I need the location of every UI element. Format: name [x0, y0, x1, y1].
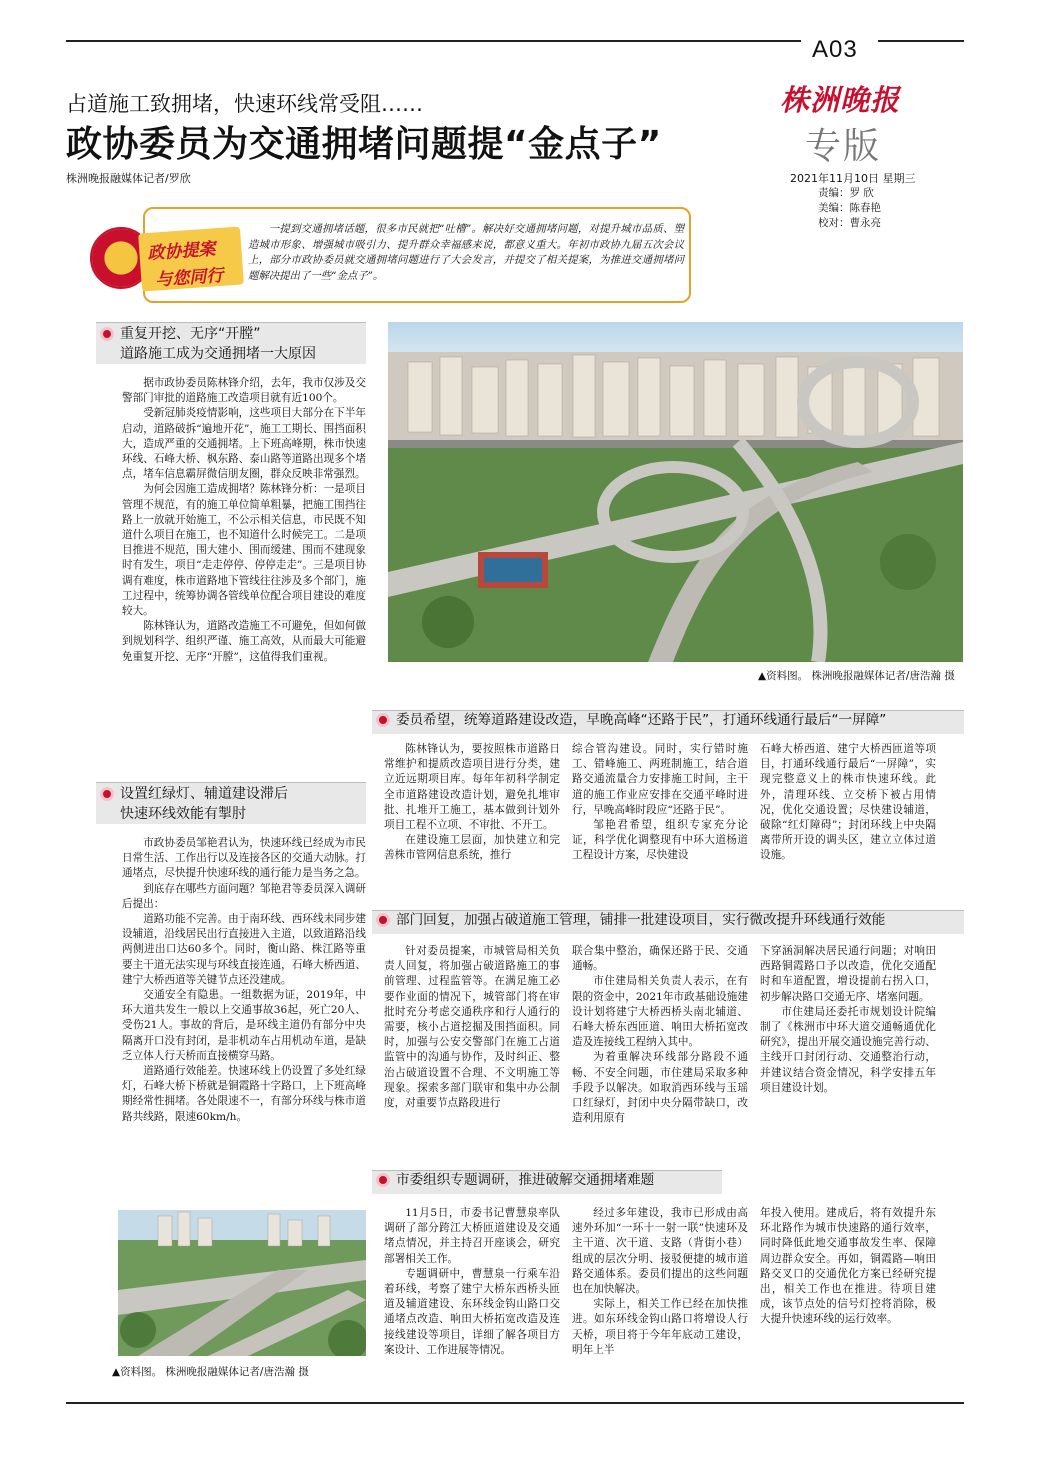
section5-paragraph: 实际上，相关工作已经在加快推进。如东环线金钩山路口将增设人行天桥，项目将于今年年底动工建设，明年上半 — [572, 1298, 748, 1356]
section1-heading — [100, 324, 316, 364]
brand-logo: 株洲晚报 — [780, 83, 901, 117]
section5-paragraph: 经过多年建设，我市已形成由高速外环加“一环十一射一联”快速环及主干道、次干道、支路（背街小巷）组成的层次分明、接驳便捷的城市道路交通体系。委员们提出的这些问题也在加快解决。 — [572, 1207, 748, 1296]
section3-col2 — [572, 742, 748, 864]
proofreader-credit: 校对：曹永亮 — [818, 217, 881, 229]
section1-paragraph: 据市政协委员陈林锋介绍，去年，我市仅涉及交警部门审批的道路施工改造项目就有近100个。 — [122, 377, 366, 405]
section4-bullet-icon — [376, 913, 390, 927]
section3-heading — [376, 710, 886, 730]
section4-paragraph: 为着重解决环线部分路段不通畅、不安全问题，市住建局采取多种手段予以解决。如取消西环线与玉瑶口红绿灯，封闭中央分隔带缺口，改造利用原有 — [572, 1051, 748, 1125]
issue-date: 2021年11月10日 星期三 — [790, 172, 916, 185]
top-rule-left — [66, 40, 801, 42]
byline: 株洲晚报融媒体记者/罗欣 — [66, 172, 191, 185]
section4-col3 — [760, 944, 936, 1096]
section2-body — [122, 836, 366, 1125]
section2-paragraph: 道路通行效能差。快速环线上仍设置了多处红绿灯，石峰大桥下桥就是铜霞路十字路口，上下班高峰期经常性拥堵。各处限速不一，有部分环线与株市道路共线路，限速60km/h。 — [122, 1065, 366, 1123]
section-label: 专版 — [805, 126, 882, 167]
section5-heading — [376, 1170, 654, 1190]
section1-paragraph: 受新冠肺炎疫情影响，这些项目大部分在下半年启动，道路破拆“遍地开花”，施工工期长、围挡面积大，造成严重的交通拥堵。上下班高峰期，株市快速环线、石峰大桥、枫东路、泰山路等道路出现多个堵点，堵车信息霸屏微信朋友圈，群众反映非常强烈。 — [122, 407, 366, 481]
section3-paragraph: 在建设施工层面，加快建立和完善株市管网信息系统，推行 — [384, 834, 560, 862]
section4-paragraph: 针对委员提案，市城管局相关负责人回复，将加强占破道路施工的事前管理、过程监管等。在满足施工必要作业面的情况下，城管部门将在审批时充分考虑交通秩序和行人通行的需要，核小占道挖掘及围挡面积。同时，加强与公安交警部门在施工占道监管中的沟通与协作，及时纠正、整治占破道设置不合理、不文明施工等现象。探索多部门联审和集中办公制度，对重要节点路段进行 — [384, 945, 560, 1110]
page-number: A03 — [812, 36, 858, 63]
section5-bullet-icon — [376, 1173, 390, 1187]
photo2-caption: ▲资料图。 株洲晚报融媒体记者/唐浩瀚 摄 — [112, 1366, 309, 1378]
interchange-photo-art — [388, 322, 963, 662]
section2-paragraph: 交通安全有隐患。一组数据为证，2019年，中环大道共发生一般以上交通事故36起，死亡20人、受伤21人。事故的背后，是环线主道仍有部分中央隔离开口没有封闭，是非机动车占用机动车道，是缺乏立体人行天桥而直接横穿马路。 — [122, 989, 366, 1062]
intro-badge — [138, 227, 244, 292]
section5-paragraph: 11月5日，市委书记曹慧泉率队调研了部分跨江大桥匝道建设及交通堵点情况，并主持召开座谈会，研究部署相关工作。 — [384, 1207, 560, 1265]
section2-title-line1: 设置红绿灯、辅道建设滞后 — [120, 786, 288, 802]
badge-line-2: 与您同行 — [154, 265, 224, 291]
section4-paragraph: 联合集中整治，确保还路于民、交通通畅。 — [572, 945, 748, 973]
section2-paragraph: 市政协委员邹艳君认为，快速环线已经成为市民日常生活、工作出行以及连接各区的交通大动脉。打通堵点，尽快提升快速环线的通行能力是当务之急。 — [122, 837, 366, 880]
section1-paragraph: 陈林锋认为，道路改造施工不可避免，但如何做到规划科学、组织严谨、施工高效，从而最大可能避免重复开挖、无序“开膛”，这值得我们重视。 — [122, 620, 366, 663]
section2-bullet-icon — [100, 787, 114, 801]
section4-heading — [376, 910, 885, 930]
section5-paragraph: 专题调研中，曹慧泉一行乘车沿着环线，考察了建宁大桥东西桥头匝道及辅道建设、东环线金钩山路口交通堵点改造、响田大桥拓宽改造及连接线建设等项目，详细了解各项目方案设计、工作进展等情况。 — [384, 1267, 560, 1356]
section5-col1 — [384, 1206, 560, 1358]
section1-body — [122, 376, 366, 665]
section2-paragraph: 道路功能不完善。由于南环线、西环线未同步建设辅道，沿线居民出行直接进入主道，以致道路沿线两侧进出口达60多个。同时，衡山路、株江路等重要主干道无法实现与环线直接连通，石峰大桥西道、建宁大桥西道等关键节点还没建成。 — [122, 913, 366, 986]
designer-credit: 美编：陈春艳 — [818, 202, 881, 214]
section3-paragraph: 石峰大桥西道、建宁大桥西匝道等项目，打通环线通行最后“一屏障”，实现完整意义上的株市快速环线。此外，清理环线、立交桥下被占用情况，优化交通设置；尽快建设辅道，破除“红灯障碍”；封闭环线上中央隔离带所开设的调头区，建立立体过道设施。 — [760, 743, 936, 862]
section1-title-line1: 重复开挖、无序“开膛” — [120, 326, 261, 342]
badge-line-1: 政协提案 — [146, 239, 217, 264]
section4-paragraph: 下穿涵洞解决居民通行问题；对响田西路铜霞路口予以改造，优化交通配时和车道配置，增设提前右拐入口，初步解决路口交通无序、堵塞问题。 — [760, 945, 936, 1003]
section1-paragraph: 为何会因施工造成拥堵？陈林锋分析：一是项目管理不规范，有的施工单位简单粗暴，把施工围挡往路上一放就开始施工，不公示相关信息，市民既不知道什么项目在施工，也不知道什么时候完工。二是项目推进不规范，围大建小、围而缓建、围而不建现象时有发生，项目“走走停停、停停走走”。三是项目协调有难度，株市道路地下管线往往涉及多个部门，施工过程中，统筹协调各管线单位配合项目建设的难度较大。 — [122, 483, 366, 618]
kicker-headline: 占道施工致拥堵，快速环线常受阻…… — [66, 92, 423, 116]
section5-paragraph: 年投入使用。建成后，将有效提升东环北路作为城市快速路的通行效率，同时降低此地交通事故发生率、保障周边群众安全。再如，铜霞路—响田路交叉口的交通优化方案已经研究提出，相关工作也在推进。待项目建成，该节点处的信号灯控将消除，极大提升快速环线的运行效率。 — [760, 1207, 936, 1326]
intro-text: 一提到交通拥堵话题，很多市民就把“吐槽”。解决好交通拥堵问题，对提升城市品质、塑造城市形象、增强城市吸引力、提升群众幸福感来说，都意义重大。年初市政协九届五次会议上，部分市政协委员就交通拥堵问题进行了大会发言，并提交了相关提案，为推进交通拥堵问题解决提出了一些“金点子”。 — [248, 223, 684, 282]
section1-bullet-icon — [100, 327, 114, 341]
section3-paragraph: 陈林锋认为，要按照株市道路日常维护和提质改造项目进行分类，建立近远期项目库。每年年初科学制定全市道路建设改造计划，避免扎堆审批、扎堆开工施工，基本做到计划外项目工程不立项、不审批、不开工。 — [384, 743, 560, 832]
section5-col3 — [760, 1206, 936, 1328]
section1-title-line2: 道路施工成为交通拥堵一大原因 — [120, 346, 316, 362]
bottom-rule — [66, 1402, 964, 1404]
section2-paragraph: 到底存在哪些方面问题？邹艳君等委员深入调研后提出： — [122, 882, 366, 910]
section2-title-line2: 快速环线效能有掣肘 — [120, 806, 246, 822]
section3-title: 委员希望，统筹道路建设改造，早晚高峰“还路于民”，打通环线通行最后“一屏障” — [396, 712, 887, 728]
section2-heading — [100, 784, 288, 824]
section4-col2 — [572, 944, 748, 1126]
section3-paragraph: 邹艳君希望，组织专家充分论证，科学优化调整现有中环大道杨道工程设计方案，尽快建设 — [572, 819, 748, 862]
section5-title: 市委组织专题调研，推进破解交通拥堵难题 — [396, 1172, 655, 1188]
interchange-photo — [388, 322, 963, 662]
section3-col3 — [760, 742, 936, 864]
top-rule-right — [878, 40, 964, 42]
main-headline: 政协委员为交通拥堵问题提“金点子” — [66, 124, 662, 165]
section3-bullet-icon — [376, 713, 390, 727]
photo1-caption: ▲资料图。 株洲晚报融媒体记者/唐浩瀚 摄 — [758, 670, 955, 682]
section4-paragraph: 市住建局还委托市规划设计院编制了《株洲市中环大道交通畅通优化研究》，提出开展交通设施完善行动、主线开口封闭行动、交通整治行动，并建议结合资金情况，科学安排五年项目建设计划。 — [760, 1005, 936, 1094]
section4-paragraph: 市住建局相关负责人表示，在有限的资金中，2021年市政基础设施建设计划将建宁大桥西桥头南北辅道、石峰大桥东西匝道、响田大桥拓宽改造及连接线工程纳入其中。 — [572, 975, 748, 1049]
section3-paragraph: 综合管沟建设。同时，实行错时施工、错峰施工、两班制施工，结合道路交通流量合力安排施工时间，主干道的施工作业应安排在交通平峰时进行，早晚高峰时段应“还路于民”。 — [572, 743, 748, 816]
section5-col2 — [572, 1206, 748, 1358]
highway-photo-art — [118, 1210, 366, 1356]
section3-col1 — [384, 742, 560, 864]
editor-credit: 责编：罗 欣 — [818, 187, 874, 199]
section4-col1 — [384, 944, 560, 1111]
highway-photo — [118, 1210, 366, 1356]
section4-title: 部门回复，加强占破道施工管理，铺排一批建设项目，实行微改提升环线通行效能 — [396, 912, 886, 928]
